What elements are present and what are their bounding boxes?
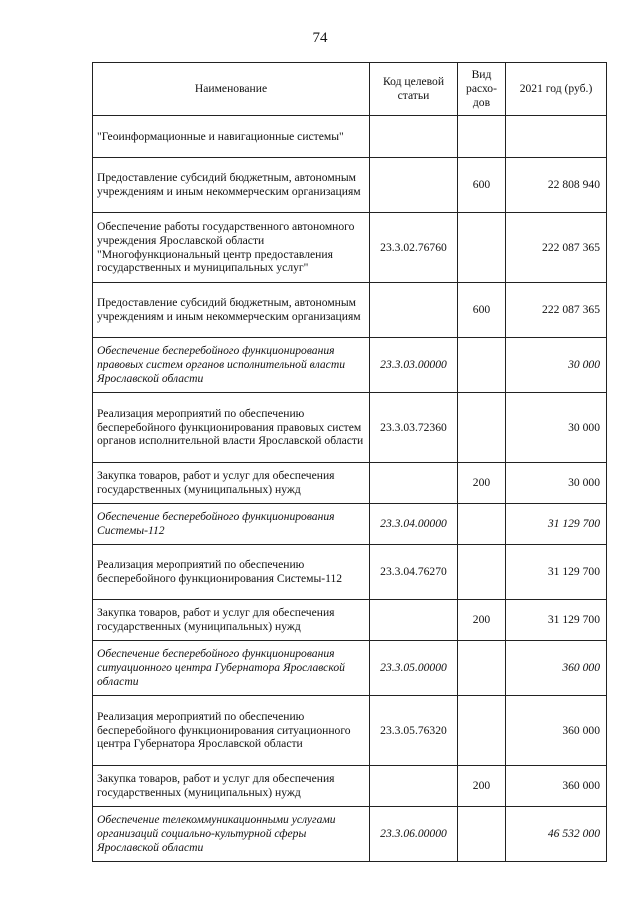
cell-type [458, 213, 506, 283]
cell-amount: 22 808 940 [506, 158, 607, 213]
cell-code: 23.3.06.00000 [370, 807, 458, 862]
table-row [93, 116, 607, 158]
cell-code [370, 158, 458, 213]
cell-name: Обеспечение бесперебойного функционирования Системы-112 [93, 504, 370, 545]
cell-amount: 30 000 [506, 463, 607, 504]
table-row [93, 213, 607, 283]
header-code: Код целевой статьи [370, 63, 458, 116]
cell-amount: 31 129 700 [506, 545, 607, 600]
cell-code: 23.3.04.76270 [370, 545, 458, 600]
cell-name: Реализация мероприятий по обеспечению бесперебойного функционирования Системы-112 [93, 545, 370, 600]
cell-code [370, 283, 458, 338]
cell-type [458, 504, 506, 545]
table-row [93, 504, 607, 545]
cell-amount: 30 000 [506, 338, 607, 393]
table-row [93, 338, 607, 393]
cell-type: 200 [458, 463, 506, 504]
table-row [93, 545, 607, 600]
cell-name: Реализация мероприятий по обеспечению бесперебойного функционирования правовых систем органов исполнительной власти Ярославской области [93, 393, 370, 463]
cell-code: 23.3.05.76320 [370, 696, 458, 766]
cell-name: Обеспечение бесперебойного функционирования правовых систем органов исполнительной власти Ярославской области [93, 338, 370, 393]
cell-type: 600 [458, 158, 506, 213]
cell-type [458, 807, 506, 862]
cell-type: 200 [458, 766, 506, 807]
table-row [93, 766, 607, 807]
cell-code: 23.3.03.00000 [370, 338, 458, 393]
cell-name: Обеспечение телекоммуникационными услугами организаций социально-культурной сферы Ярославской области [93, 807, 370, 862]
cell-code [370, 463, 458, 504]
cell-amount: 360 000 [506, 696, 607, 766]
cell-name: Предоставление субсидий бюджетным, автономным учреждениям и иным некоммерческим организациям [93, 283, 370, 338]
cell-type [458, 116, 506, 158]
cell-amount: 222 087 365 [506, 283, 607, 338]
table-row [93, 393, 607, 463]
cell-type: 200 [458, 600, 506, 641]
cell-code: 23.3.02.76760 [370, 213, 458, 283]
table-row [93, 463, 607, 504]
cell-amount: 31 129 700 [506, 504, 607, 545]
cell-amount: 360 000 [506, 641, 607, 696]
table-row [93, 600, 607, 641]
cell-type [458, 545, 506, 600]
cell-amount: 30 000 [506, 393, 607, 463]
cell-name: Закупка товаров, работ и услуг для обеспечения государственных (муниципальных) нужд [93, 600, 370, 641]
header-amount: 2021 год (руб.) [506, 63, 607, 116]
cell-name: "Геоинформационные и навигационные системы" [93, 116, 370, 158]
cell-type [458, 393, 506, 463]
cell-name: Обеспечение работы государственного автономного учреждения Ярославской области "Многофункциональный центр предоставления государственных и муниципальных услуг" [93, 213, 370, 283]
budget-table [92, 62, 607, 862]
cell-type: 600 [458, 283, 506, 338]
table-row [93, 158, 607, 213]
cell-code [370, 600, 458, 641]
cell-type [458, 641, 506, 696]
table-row [93, 807, 607, 862]
cell-code: 23.3.03.72360 [370, 393, 458, 463]
cell-amount: 46 532 000 [506, 807, 607, 862]
cell-type [458, 338, 506, 393]
cell-amount: 222 087 365 [506, 213, 607, 283]
cell-code: 23.3.04.00000 [370, 504, 458, 545]
cell-type [458, 696, 506, 766]
table-header-row [93, 63, 607, 116]
cell-amount: 360 000 [506, 766, 607, 807]
table-row [93, 283, 607, 338]
table-body [93, 116, 607, 862]
table-row [93, 641, 607, 696]
cell-name: Предоставление субсидий бюджетным, автономным учреждениям и иным некоммерческим организациям [93, 158, 370, 213]
header-name: Наименование [93, 63, 370, 116]
cell-code [370, 766, 458, 807]
cell-name: Обеспечение бесперебойного функционирования ситуационного центра Губернатора Ярославской области [93, 641, 370, 696]
header-type: Вид расхо- дов [458, 63, 506, 116]
table-row [93, 696, 607, 766]
cell-code [370, 116, 458, 158]
cell-amount: 31 129 700 [506, 600, 607, 641]
cell-name: Закупка товаров, работ и услуг для обеспечения государственных (муниципальных) нужд [93, 766, 370, 807]
cell-name: Закупка товаров, работ и услуг для обеспечения государственных (муниципальных) нужд [93, 463, 370, 504]
cell-name: Реализация мероприятий по обеспечению бесперебойного функционирования ситуационного центра Губернатора Ярославской области [93, 696, 370, 766]
cell-code: 23.3.05.00000 [370, 641, 458, 696]
page-number: 74 [312, 30, 328, 46]
cell-amount [506, 116, 607, 158]
